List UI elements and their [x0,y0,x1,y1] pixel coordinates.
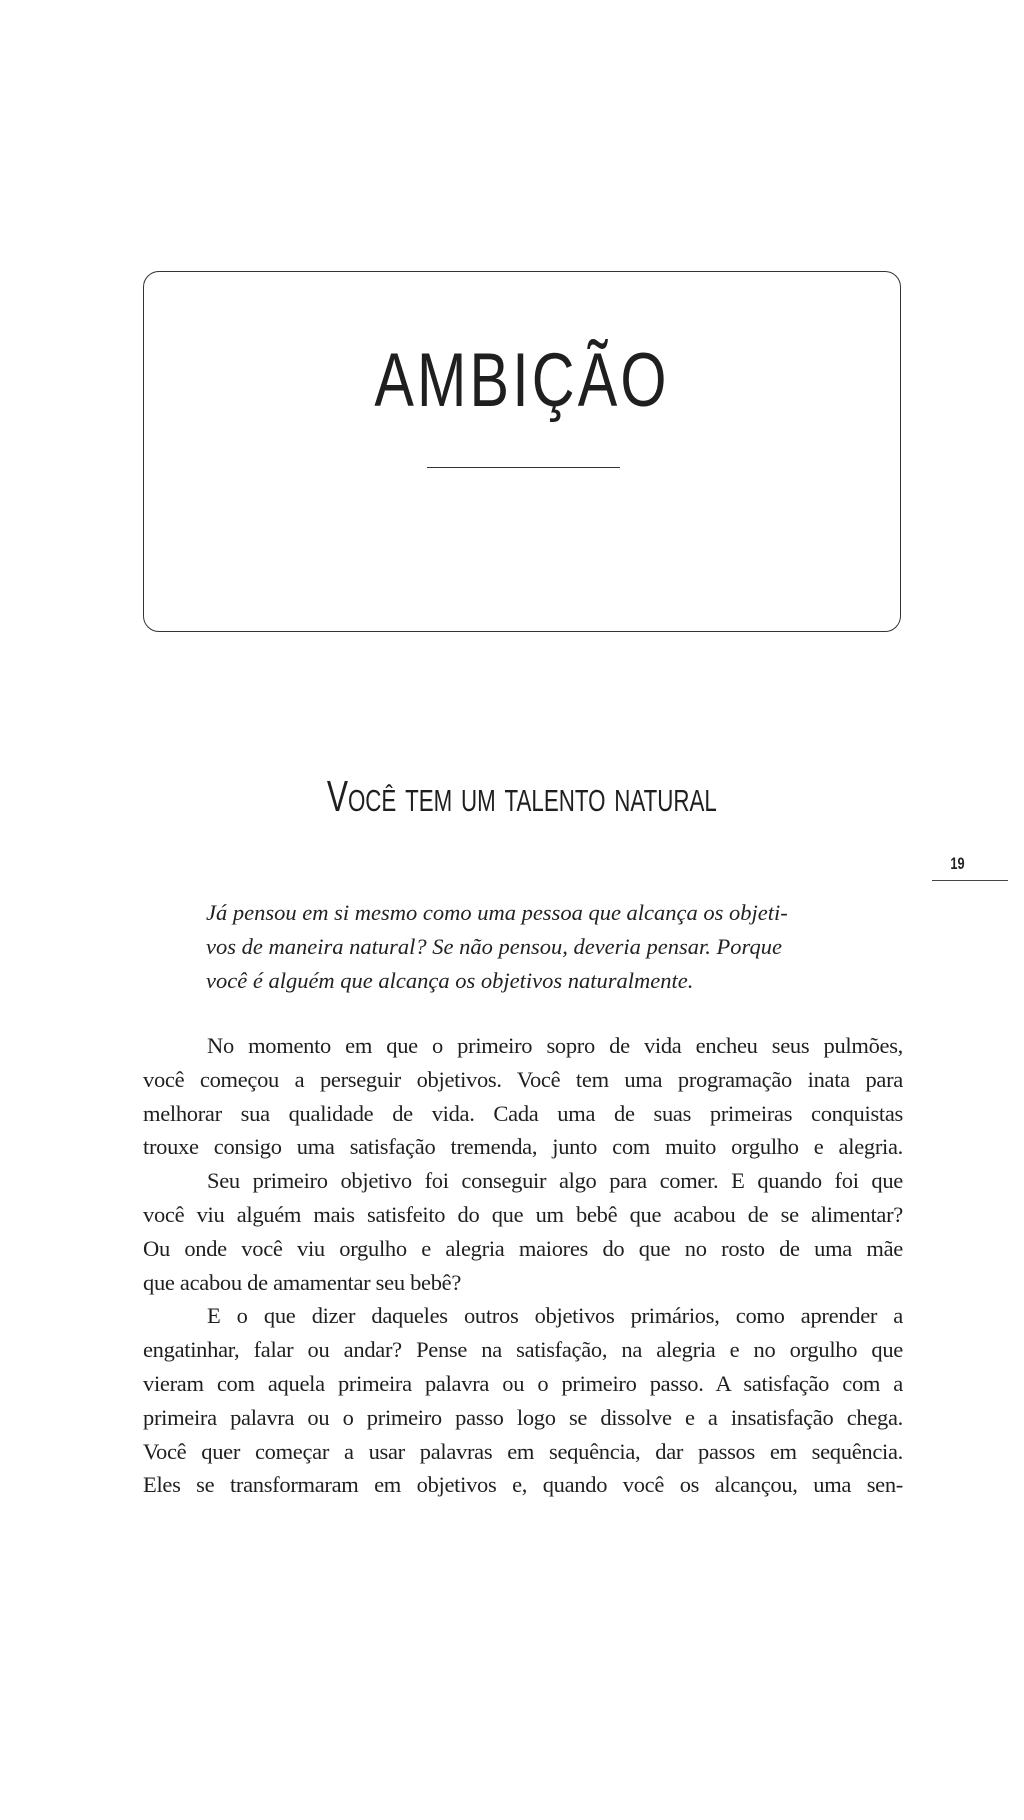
body-line: Você quer começar a usar palavras em sequência, dar passos em sequência. [143,1438,903,1464]
section-heading [143,772,901,822]
body-line: Seu primeiro objetivo foi conseguir algo para comer. E quando foi que [207,1168,903,1194]
body-line: No momento em que o primeiro sopro de vida encheu seus pulmões, [207,1033,903,1058]
section-heading-text: Você tem um talento natural [327,772,717,821]
body-text [143,1029,903,1502]
epigraph-line: vos de maneira natural? Se não pensou, deveria pensar. Porque [206,934,782,959]
epigraph-line: Já pensou em si mesmo como uma pessoa que alcança os objeti- [206,900,788,925]
body-line: que acabou de amamentar seu bebê? [143,1269,462,1295]
body-line: vieram com aquela primeira palavra ou o primeiro passo. A satisfação com a [143,1370,903,1396]
body-line: engatinhar, falar ou andar? Pense na satisfação, na alegria e no orgulho que [143,1337,903,1363]
body-line: Ou onde você viu orgulho e alegria maiores do que no rosto de uma mãe [143,1235,903,1261]
body-line: você começou a perseguir objetivos. Você tem uma programação inata para [143,1066,903,1092]
body-line: trouxe consigo uma satisfação tremenda, junto com muito orgulho e alegria. [143,1134,903,1160]
body-line: você viu alguém mais satisfeito do que um bebê que acabou de se alimentar? [143,1201,903,1227]
chapter-title-box [143,271,901,632]
body-line: primeira palavra ou o primeiro passo logo se dissolve e a insatisfação chega. [143,1404,903,1430]
title-underline [427,467,620,468]
epigraph [206,896,846,998]
page-number: 19 [950,854,965,873]
epigraph-line: você é alguém que alcança os objetivos naturalmente. [206,968,694,993]
body-line: Eles se transformaram em objetivos e, quando você os alcançou, uma sen- [143,1472,903,1498]
body-line: E o que dizer daqueles outros objetivos primários, como aprender a [207,1303,903,1329]
chapter-title: AMBIÇÃO [374,338,670,423]
page-number-rule [932,880,1008,881]
body-line: melhorar sua qualidade de vida. Cada uma de suas primeiras conquistas [143,1100,903,1126]
